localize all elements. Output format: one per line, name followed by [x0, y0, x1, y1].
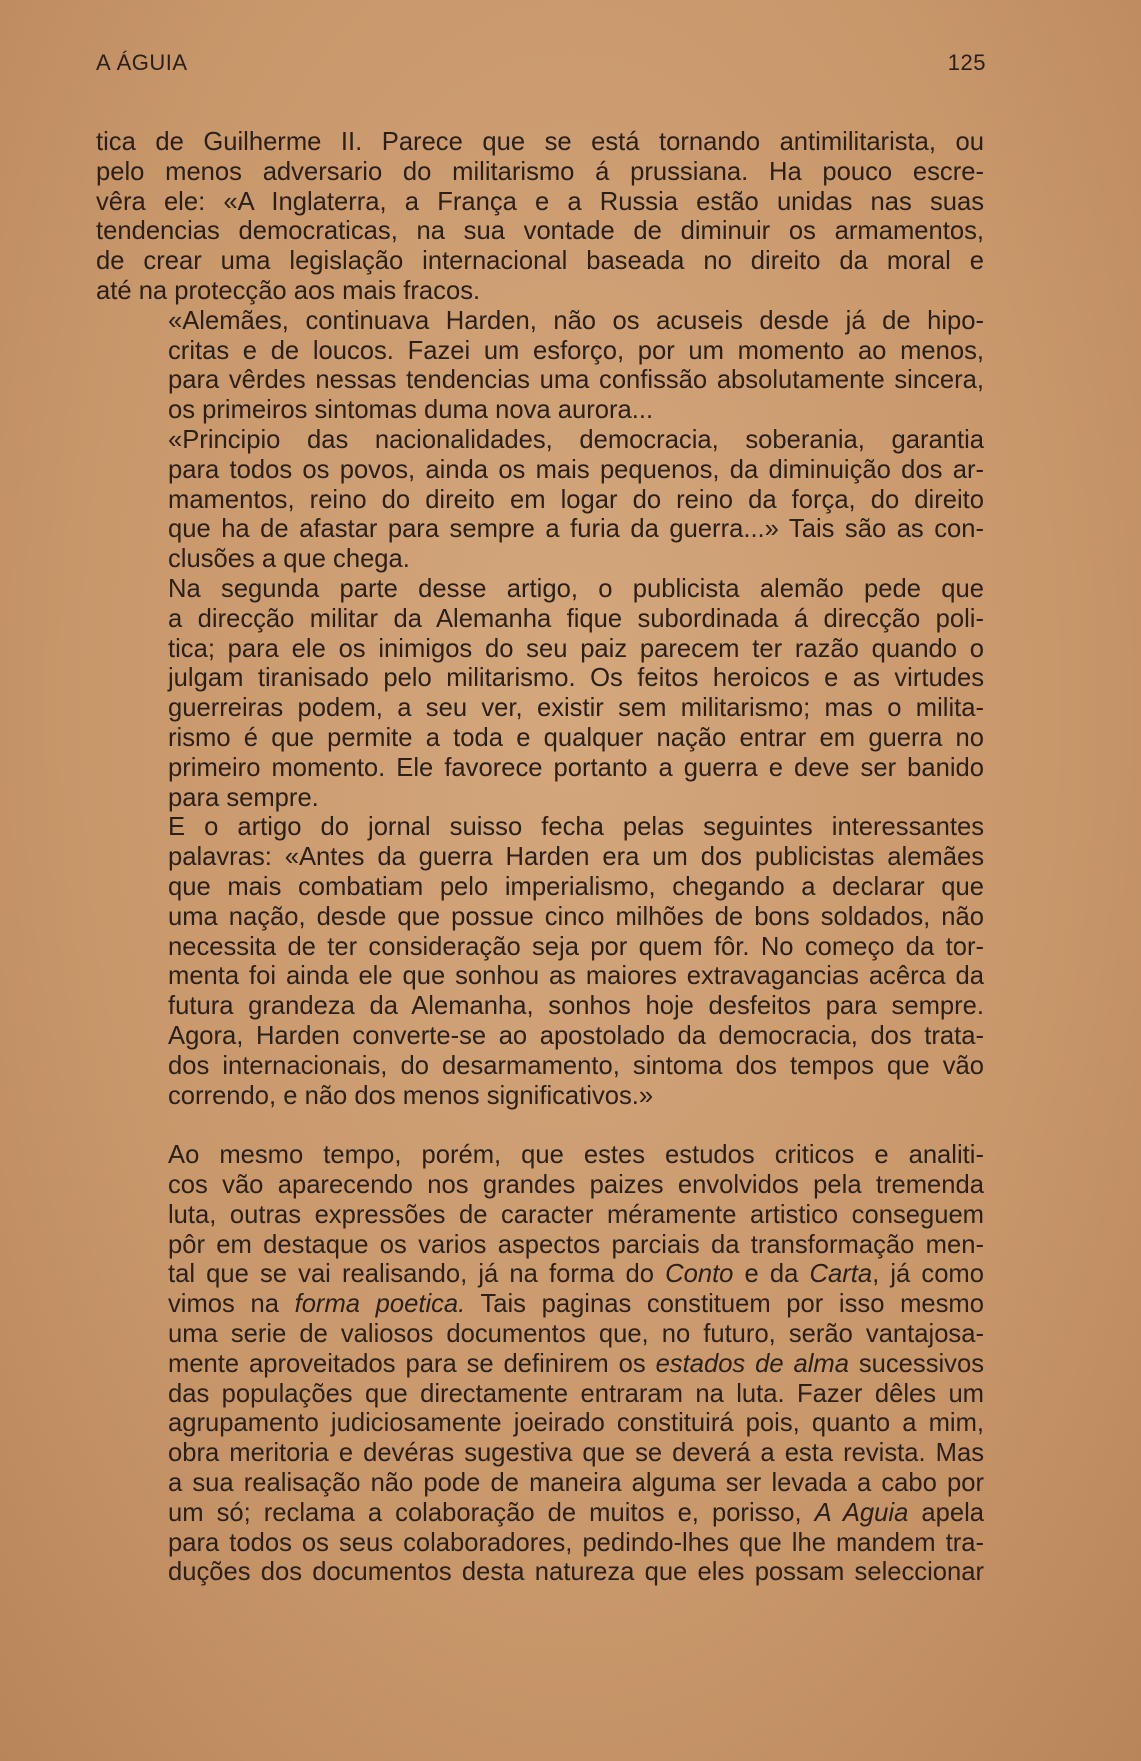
text-line: cos vão aparecendo nos grandes paizes envolvidos pela tremenda [168, 1171, 984, 1200]
text-line: «Principio das nacionalidades, democracia, soberania, garantia [168, 425, 984, 454]
italic-term: estados de alma [655, 1349, 849, 1378]
italic-term: A Aguia [814, 1498, 909, 1527]
text-line: uma nação, desde que possue cinco milhões de bons soldados, não [168, 902, 984, 931]
text-line: duções dos documentos desta natureza que eles possam seleccionar [168, 1558, 984, 1587]
text-line: correndo, e não dos menos significativos.» [168, 1081, 654, 1110]
text-line: mente aproveitados para se definirem os estados de alma sucessivos [168, 1349, 985, 1378]
text-line: necessita de ter consideração seja por quem fôr. No começo da tor- [168, 932, 984, 961]
paragraph [96, 575, 984, 813]
running-title: A ÁGUIA [96, 50, 188, 75]
text-line: rismo é que permite a toda e qualquer nação entrar em guerra no [168, 723, 984, 752]
text-line: a direcção militar da Alemanha fique subordinada á direcção poli- [168, 604, 984, 633]
text-line: pôr em destaque os varios aspectos parciais da transformação men- [168, 1230, 984, 1259]
text-line: tica de Guilherme II. Parece que se está tornando antimilitarista, ou [96, 128, 984, 156]
text-line: tica; para ele os inimigos do seu paiz parecem ter razão quando o [168, 634, 984, 663]
text-line: Agora, Harden converte-se ao apostolado da democracia, dos trata- [168, 1021, 984, 1050]
text-line: pelo menos adversario do militarismo á prussiana. Ha pouco escre- [96, 157, 984, 186]
text-line: palavras: «Antes da guerra Harden era um dos publicistas alemães [168, 843, 984, 872]
text-line: para todos os povos, ainda os mais pequenos, da diminuição dos ar- [168, 455, 984, 484]
text-line: primeiro momento. Ele favorece portanto a guerra e deve ser banido [168, 753, 984, 782]
text-line: uma serie de valiosos documentos que, no futuro, serão vantajosa- [168, 1320, 984, 1349]
paragraph [96, 813, 984, 1111]
text-line: obra meritoria e devéras sugestiva que se deverá a esta revista. Mas [168, 1439, 984, 1468]
text-line: para vêrdes nessas tendencias uma confissão absolutamente sincera, [168, 366, 984, 395]
text-line: vêra ele: «A Inglaterra, a França e a Russia estão unidas nas suas [96, 187, 984, 216]
text-line: tal que se vai realisando, já na forma do Conto e da Carta, já como [168, 1260, 984, 1289]
italic-term: Carta [809, 1260, 873, 1289]
paragraph-final [96, 1141, 984, 1588]
text-line: agrupamento judiciosamente joeirado constituirá pois, quanto a mim, [168, 1409, 984, 1438]
text-line: de crear uma legislação internacional baseada no direito da moral e [96, 247, 984, 276]
text-line: futura grandeza da Alemanha, sonhos hoje desfeitos para sempre. [168, 992, 984, 1021]
text-line: que ha de afastar para sempre a furia da guerra...» Tais são as con- [168, 515, 984, 544]
italic-term: Conto [665, 1260, 734, 1289]
text-line: clusões a que chega. [168, 545, 410, 574]
page-number: 125 [947, 50, 986, 75]
text-line: guerreiras podem, a seu ver, existir sem militarismo; mas o milita- [168, 694, 984, 723]
text-line: tendencias democraticas, na sua vontade de diminuir os armamentos, [96, 217, 984, 246]
text-line: um só; reclama a colaboração de muitos e, porisso, A Aguia apela [168, 1498, 984, 1527]
text-line: os primeiros sintomas duma nova aurora... [168, 396, 654, 425]
text-line: menta foi ainda ele que sonhou as maiores extravagancias acêrca da [168, 962, 984, 991]
text-line: mamentos, reino do direito em logar do reino da força, do direito [168, 485, 984, 514]
text-line: Na segunda parte desse artigo, o publicista alemão pede que [168, 574, 984, 603]
text-line: julgam tiranisado pelo militarismo. Os feitos heroicos e as virtudes [168, 664, 984, 693]
paragraph [96, 426, 984, 575]
paragraph [96, 307, 984, 426]
paragraph [96, 128, 984, 307]
running-header [96, 50, 986, 86]
italic-term: forma poetica. [294, 1290, 466, 1319]
text-line: Ao mesmo tempo, porém, que estes estudos criticos e analiti- [168, 1141, 984, 1170]
paragraph-list [96, 128, 984, 1111]
text-line: para todos os seus colaboradores, pedindo-lhes que lhe mandem tra- [168, 1528, 984, 1557]
text-line: «Alemães, continuava Harden, não os acuseis desde já de hipo- [168, 306, 984, 335]
text-line: a sua realisação não pode de maneira alguma ser levada a cabo por [168, 1469, 984, 1498]
text-line: que mais combatiam pelo imperialismo, chegando a declarar que [168, 872, 984, 901]
text-line: vimos na forma poetica. Tais paginas constituem por isso mesmo [168, 1290, 984, 1319]
text-line: E o artigo do jornal suisso fecha pelas seguintes interessantes [168, 813, 984, 842]
text-line: das populações que directamente entraram na luta. Fazer dêles um [168, 1379, 984, 1408]
text-body [96, 128, 984, 1588]
text-line: critas e de loucos. Fazei um esforço, por um momento ao menos, [168, 336, 984, 365]
text-line: luta, outras expressões de caracter méramente artistico conseguem [168, 1200, 984, 1229]
text-line: para sempre. [168, 783, 319, 812]
text-line: dos internacionais, do desarmamento, sintoma dos tempos que vão [168, 1051, 984, 1080]
text-line: até na protecção aos mais fracos. [96, 276, 481, 305]
